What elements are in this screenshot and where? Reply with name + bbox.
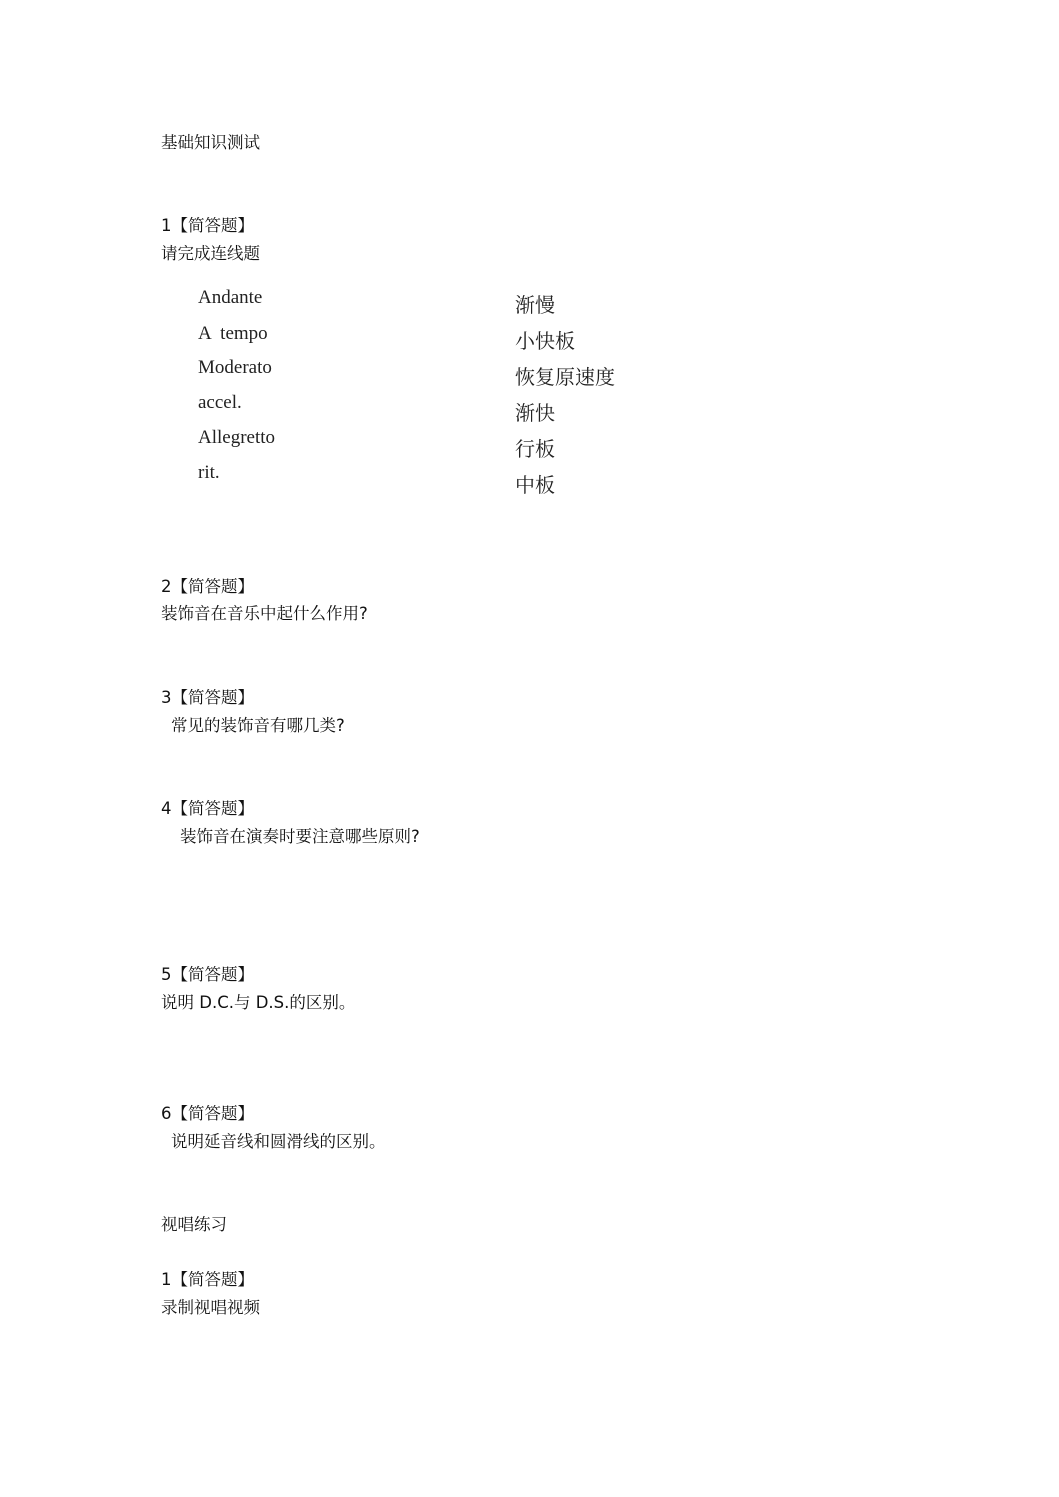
question-6-header: 6【简答题】 — [161, 1104, 254, 1123]
question-3-header: 3【简答题】 — [161, 688, 254, 707]
term-allegretto: Allegretto — [198, 427, 276, 448]
question-2-header: 2【简答题】 — [161, 577, 254, 596]
question-5-header: 5【简答题】 — [161, 965, 254, 984]
term-andante: Andante — [198, 287, 263, 308]
term-a-tempo: A tempo — [198, 323, 268, 344]
question-5-text: 说明 D.C.与 D.S.的区别。 — [161, 993, 356, 1012]
sight-singing-question-1-text: 录制视唱视频 — [161, 1298, 260, 1317]
matching-exercise-image — [195, 283, 665, 498]
term-rit: rit. — [198, 462, 220, 483]
question-4-header: 4【简答题】 — [161, 799, 254, 818]
meaning-gradually-slower: 渐慢 — [515, 293, 555, 317]
question-1-header: 1【简答题】 — [161, 216, 254, 235]
meaning-a-tempo: 恢复原速度 — [515, 365, 615, 389]
meaning-allegretto: 小快板 — [515, 329, 575, 353]
sight-singing-question-1-header: 1【简答题】 — [161, 1270, 254, 1289]
question-6-text: 说明延音线和圆滑线的区别。 — [171, 1132, 386, 1151]
question-4-text: 装饰音在演奏时要注意哪些原则? — [180, 827, 420, 846]
meaning-gradually-faster: 渐快 — [515, 401, 555, 425]
question-2-text: 装饰音在音乐中起什么作用? — [161, 604, 368, 623]
section-title-basic-knowledge: 基础知识测试 — [161, 133, 260, 152]
section-title-sight-singing: 视唱练习 — [161, 1215, 227, 1234]
term-moderato: Moderato — [198, 357, 272, 378]
term-accel: accel. — [198, 392, 242, 413]
meaning-moderato: 中板 — [515, 473, 555, 497]
meaning-andante: 行板 — [515, 437, 555, 461]
question-1-text: 请完成连线题 — [161, 244, 260, 263]
question-3-text: 常见的装饰音有哪几类? — [171, 716, 345, 735]
